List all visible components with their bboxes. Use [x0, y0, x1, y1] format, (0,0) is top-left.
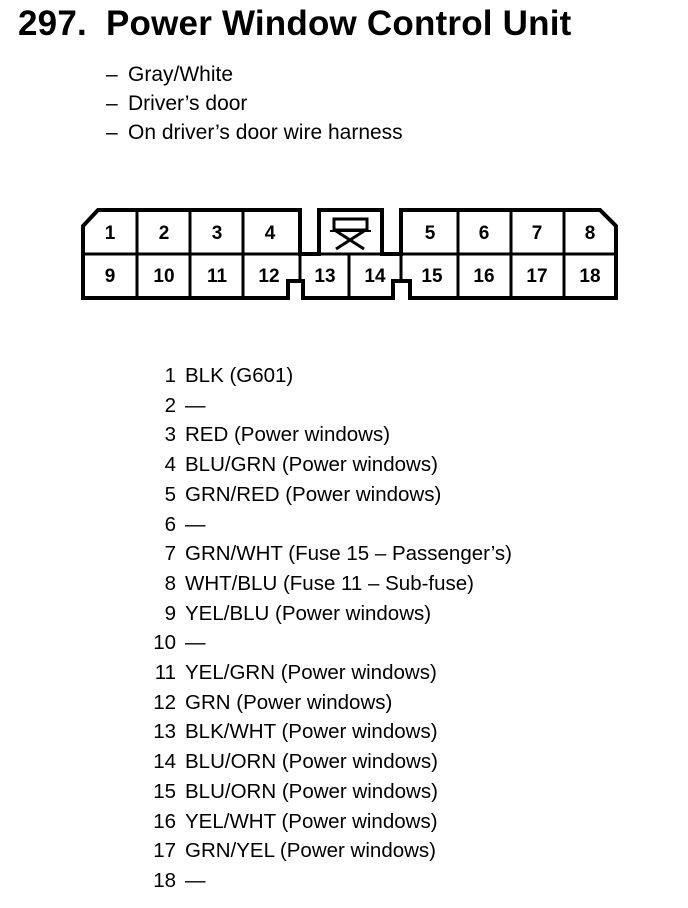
list-item: [140, 777, 512, 807]
list-item: [140, 510, 512, 540]
list-item: [140, 836, 512, 866]
list-item: [140, 658, 512, 688]
pin-label: 13: [314, 266, 336, 287]
pin-description: BLU/GRN (Power windows): [185, 453, 438, 477]
pin-number: 4: [164, 453, 176, 477]
pin-number: 6: [164, 512, 176, 536]
pin-assignment-list: [140, 361, 512, 896]
detail-location: – Driver’s door: [106, 89, 403, 118]
pin-number: 7: [164, 542, 176, 566]
detail-dash: –: [106, 92, 118, 115]
pin-label: 11: [206, 266, 228, 287]
pin-description: —: [185, 512, 206, 536]
pin-description: YEL/BLU (Power windows): [185, 601, 432, 625]
pin-description: GRN (Power windows): [185, 690, 393, 714]
pin-number: 5: [164, 482, 176, 506]
detail-dash: –: [106, 63, 118, 86]
list-item: [140, 361, 512, 391]
pin-description: YEL/WHT (Power windows): [185, 809, 438, 833]
pin-number: 18: [153, 868, 176, 892]
list-item: [140, 599, 512, 629]
pin-description: BLU/ORN (Power windows): [185, 750, 438, 774]
pin-description: BLK (G601): [185, 364, 294, 387]
diagram-number: 297.: [18, 4, 87, 43]
pin-description: —: [185, 868, 206, 892]
pin-description: —: [185, 393, 206, 417]
pin-label: 2: [158, 223, 170, 244]
connector-face-diagram: [0, 0, 688, 340]
pin-number: 11: [154, 661, 176, 685]
pin-label: 14: [364, 266, 386, 287]
pin-label: 3: [211, 223, 223, 244]
list-item: [140, 628, 512, 658]
list-item: [140, 450, 512, 480]
pin-label: 15: [421, 266, 443, 287]
pin-number: 3: [164, 423, 176, 447]
detail-dash: –: [106, 121, 118, 144]
pin-number: 10: [153, 631, 176, 655]
diagram-title: Power Window Control Unit: [106, 4, 572, 43]
pin-description: GRN/RED (Power windows): [185, 482, 442, 506]
connector-latch-icon: [330, 219, 371, 249]
pin-number: 8: [164, 571, 176, 595]
pin-number: 9: [164, 601, 176, 625]
detail-color: – Gray/White: [106, 60, 403, 89]
pin-number: 1: [164, 364, 176, 387]
list-item: [140, 569, 512, 599]
pin-label: 10: [153, 266, 175, 287]
pin-description: WHT/BLU (Fuse 11 – Sub-fuse): [185, 571, 474, 595]
list-item: [140, 807, 512, 837]
pin-label: 16: [473, 266, 495, 287]
pin-label: 17: [526, 266, 548, 287]
list-item: [140, 717, 512, 747]
pin-number: 15: [153, 779, 176, 803]
pin-label: 5: [424, 223, 436, 244]
detail-harness: – On driver’s door wire harness: [106, 118, 403, 147]
pin-label: 4: [264, 223, 276, 244]
list-item: [140, 391, 512, 421]
list-item: [140, 866, 512, 896]
pin-number: 12: [153, 690, 176, 714]
pin-description: GRN/YEL (Power windows): [185, 839, 437, 863]
pin-description: —: [185, 631, 206, 655]
list-item: [140, 747, 512, 777]
pin-description: RED (Power windows): [185, 423, 391, 447]
pin-label: 9: [104, 266, 116, 287]
pin-label: 12: [258, 266, 280, 287]
list-item: [140, 539, 512, 569]
list-item: [140, 688, 512, 718]
pin-label: 7: [531, 223, 543, 244]
pin-label: 18: [579, 266, 601, 287]
pin-number: 2: [164, 393, 176, 417]
pin-number: 14: [153, 750, 176, 774]
pin-label: 8: [584, 223, 596, 244]
pin-number: 17: [153, 839, 176, 863]
pin-description: BLK/WHT (Power windows): [185, 720, 438, 744]
pin-description: YEL/GRN (Power windows): [185, 661, 437, 685]
pin-description: GRN/WHT (Fuse 15 – Passenger’s): [185, 542, 512, 566]
list-item: [140, 480, 512, 510]
pin-label: 6: [478, 223, 490, 244]
pin-number: 16: [153, 809, 176, 833]
list-item: [140, 420, 512, 450]
pin-description: BLU/ORN (Power windows): [185, 779, 438, 803]
pin-number: 13: [153, 720, 176, 744]
pin-label: 1: [104, 223, 116, 244]
